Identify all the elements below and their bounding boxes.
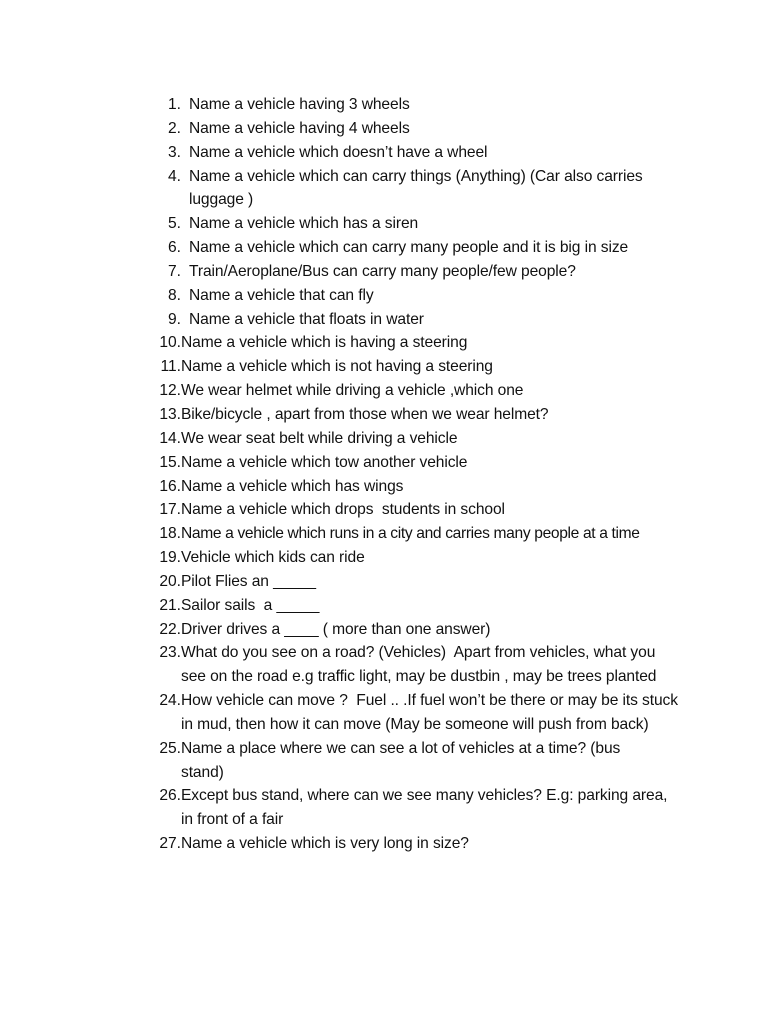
item-text: Vehicle which kids can ride [181,549,365,567]
item-number: 25. [159,739,181,757]
list-item [155,570,685,594]
list-item [155,618,685,642]
list-item [155,379,685,403]
list-item [155,284,685,308]
item-text: Name a vehicle which runs in a city and carries many people at a time [181,525,640,543]
item-text: Name a vehicle which has wings [181,477,404,495]
item-text: Name a vehicle that floats in water [189,310,424,328]
item-text: Pilot Flies an _____ [181,572,316,590]
item-text: Name a vehicle which is having a steering [181,334,468,352]
item-text: Sailor sails a _____ [181,596,320,614]
list-item [155,212,685,236]
list-item [155,308,685,332]
list-item [155,93,685,117]
item-text: Bike/bicycle , apart from those when we wear helmet? [181,405,549,423]
item-number: 22. [159,620,181,638]
list-item [155,641,685,689]
item-number: 20. [159,572,181,590]
item-number: 11. [160,358,181,376]
item-number: 3. [167,143,181,161]
item-text: What do you see on a road? (Vehicles) Apart from vehicles, what you see on the road e.g traffic light, may be dustbin , may be trees planted [181,644,660,686]
item-text: We wear helmet while driving a vehicle ,which one [181,382,524,400]
item-number: 16. [159,477,181,495]
list-item [155,594,685,618]
item-number: 9. [167,310,181,328]
item-number: 8. [167,286,181,304]
item-number: 19. [159,549,181,567]
list-item [155,403,685,427]
item-text: Name a vehicle which can carry many people and it is big in size [189,239,629,257]
list-item [155,689,685,737]
item-text: Train/Aeroplane/Bus can carry many people/few people? [189,262,576,280]
item-number: 10. [159,334,181,352]
item-text: Name a vehicle which doesn’t have a wheel [189,143,488,161]
list-item [155,260,685,284]
list-item [155,737,685,785]
item-text: How vehicle can move ? Fuel .. .If fuel won’t be there or may be its stuck in mud, then how it can move (May be someone will push from back) [181,692,683,733]
item-number: 12. [159,382,181,400]
item-number: 13. [159,405,181,423]
list-item [155,784,685,832]
item-number: 23. [159,644,181,662]
list-item [155,236,685,260]
item-number: 6. [167,239,181,257]
item-text: Name a vehicle which has a siren [189,215,419,233]
item-number: 14. [159,429,181,447]
item-number: 17. [159,501,181,519]
item-text: Name a vehicle having 4 wheels [189,119,410,137]
item-text: Name a vehicle having 3 wheels [189,96,410,113]
item-number: 4. [167,167,181,185]
list-item [155,117,685,141]
item-text: Name a place where we can see a lot of vehicles at a time? (bus stand) [181,739,621,781]
list-item [155,832,685,856]
item-number: 7. [167,262,181,280]
item-text: Except bus stand, where can we see many vehicles? E.g: parking area, in front of a fair [181,787,668,829]
list-item [155,451,685,475]
item-number: 1. [167,96,181,113]
item-text: We wear seat belt while driving a vehicle [181,429,458,447]
item-text: Name a vehicle which drops students in school [181,501,505,519]
list-item [155,331,685,355]
item-number: 27. [159,835,181,853]
list-item [155,546,685,570]
list-item [155,355,685,379]
item-number: 21. [159,596,181,614]
item-number: 18. [159,525,181,543]
item-number: 24. [159,692,181,710]
item-text: Name a vehicle that can fly [189,286,374,304]
item-number: 5. [167,215,181,233]
item-text: Driver drives a ____ ( more than one answer) [181,620,491,638]
item-text: Name a vehicle which can carry things (Anything) (Car also carries luggage ) [189,167,643,209]
item-number: 26. [159,787,181,805]
item-text: Name a vehicle which is very long in size? [181,835,469,853]
list-item [155,475,685,499]
list-item [155,498,685,522]
item-text: Name a vehicle which is not having a steering [181,358,493,376]
list-item [155,427,685,451]
item-text: Name a vehicle which tow another vehicle [181,453,468,471]
item-number: 2. [167,119,181,137]
list-item [155,165,685,213]
question-list [155,93,685,856]
item-number: 15. [159,453,181,471]
list-item [155,141,685,165]
list-item [155,522,685,546]
